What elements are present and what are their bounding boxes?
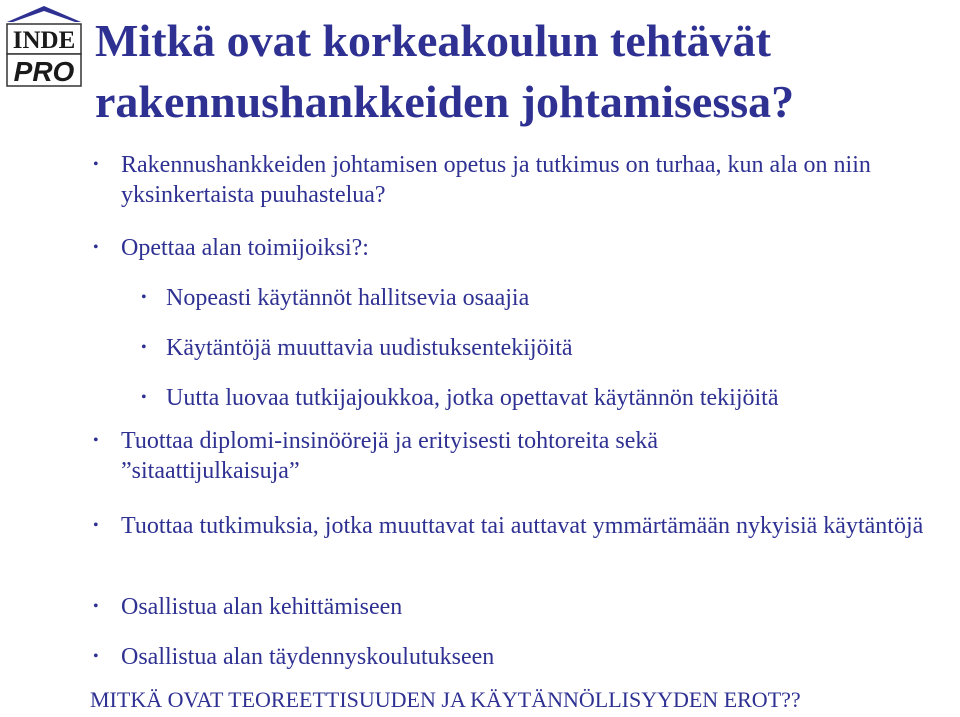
bullet-dot-icon: • — [93, 517, 99, 534]
bullet-item: Osallistua alan täydennyskoulutukseen — [121, 644, 495, 670]
bullet-dot-icon: • — [93, 239, 99, 256]
bullet-item: Osallistua alan kehittämiseen — [121, 594, 403, 620]
bullet-item: Opettaa alan toimijoiksi?: — [121, 235, 369, 261]
bullet-dot-icon: • — [93, 598, 99, 615]
bullet-dot-icon: • — [93, 432, 99, 449]
sub-bullet-item: Nopeasti käytännöt hallitsevia osaajia — [166, 285, 530, 311]
bullet-item: Rakennushankkeiden johtamisen opetus ja tutkimus on turhaa, kun ala on niin yksinkertaista puuhastelua? — [121, 152, 871, 208]
sub-bullet-dot-icon: • — [141, 339, 147, 356]
bullet-dot-icon: • — [93, 648, 99, 665]
bullet-item: Tuottaa diplomi-insinöörejä ja erityisesti tohtoreita sekä ”sitaattijulkaisuja” — [121, 428, 659, 484]
footer-question: MITKÄ OVAT TEOREETTISUUDEN JA KÄYTÄNNÖLLISYYDEN EROT?? — [90, 687, 801, 712]
bullet-dot-icon: • — [93, 156, 99, 173]
bullet-item: Tuottaa tutkimuksia, jotka muuttavat tai auttavat ymmärtämään nykyisiä käytäntöjä — [121, 513, 924, 539]
sub-bullet-dot-icon: • — [141, 289, 147, 306]
sub-bullet-dot-icon: • — [141, 389, 147, 406]
sub-bullet-item: Käytäntöjä muuttavia uudistuksentekijöitä — [166, 335, 573, 361]
slide-title: Mitkä ovat korkeakoulun tehtävät rakennushankkeiden johtamisessa? — [95, 15, 795, 127]
logo-text-pro: PRO — [13, 56, 75, 87]
sub-bullet-item: Uutta luovaa tutkijajoukkoa, jotka opettavat käytännön tekijöitä — [166, 385, 779, 411]
logo-text-inde: INDE — [12, 27, 76, 54]
